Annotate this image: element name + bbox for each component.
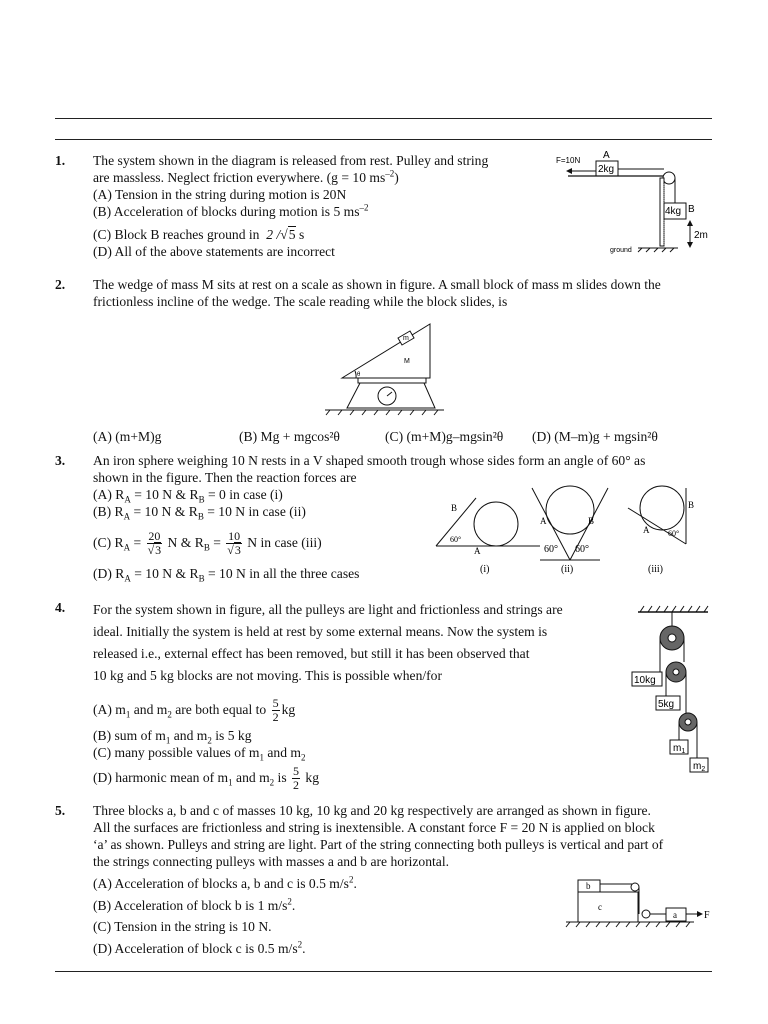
mass-a: 2kg [598,164,615,175]
stem-line: An iron sphere weighing 10 N rests in a V shaped smooth trough whose sides form an angle of 60° as [93,453,646,468]
option-a: (A) Tension in the string during motion is 20N [93,187,347,202]
option-d: (D) $R_A = 10$ N & $R_B = 10$ N in all the three cases [93,566,360,584]
stem-line: 10 kg and 5 kg blocks are not moving. This is possible when/for [93,668,442,683]
stem-line: are massless. Neglect friction everywhere. (g = 10 $ms^{-2}$) [93,168,399,185]
pulley-1 [631,883,639,891]
label-5kg: 5kg [658,699,675,710]
question-2-options [55,428,715,445]
label-a-iii: A [643,525,650,535]
option-a: (A) $m_1$ and $m_2$ are both equal to $\frac{5}{2}$ kg [93,696,296,725]
height-label: 2m [694,230,708,241]
stem-line: shown in the figure. Then the reaction forces are [93,470,357,485]
q1-figure [552,148,717,260]
stem-line: The wedge of mass M sits at rest on a scale as shown in figure. A small block of mass m slides down the [93,277,661,292]
bottom-rule [55,971,712,972]
angle-ii-left: 60° [544,544,558,555]
q2-figure [322,320,447,418]
stem-line: ideal. Initially the system is held at rest by some external means. Now the system is [93,624,548,639]
question-number: 5. [55,803,66,818]
option-b: (B) Acceleration of blocks during motion is 5 $ms^{-2}$ [93,202,369,219]
top-rule-1 [55,118,712,119]
option-a: (A) $R_A = 10$ N & $R_B = 0$ in case (i) [93,487,283,505]
label-m1: $m_1$ [673,743,686,755]
block-c [578,892,638,922]
wedge-mass-label: M [404,358,410,365]
option-b: (B) $R_A = 10$ N & $R_B = 10$ N in case (ii) [93,504,306,522]
stem-line: ‘a’ as shown. Pulleys and string are light. Part of the string connecting both pulleys is vertical and part of [93,837,664,852]
stem-line: frictionless incline of the wedge. The scale reading while the block slides, is [93,294,508,309]
question-number: 2. [55,277,66,292]
angle-ii-right: 60° [575,544,589,555]
wedge [342,324,430,378]
force-label: F=10N [556,156,581,165]
option-a: (A) (m+M)g [93,429,162,444]
sphere-i [474,502,518,546]
sphere-iii [640,486,684,530]
q3-figure [432,484,712,576]
question-number: 4. [55,600,66,615]
label-c: c [598,902,602,912]
label-b-iii: B [688,500,695,510]
option-b: (B) Acceleration of block b is 1 $m/s^2$. [93,895,296,913]
stem-line: All the surfaces are frictionless and string is inextensible. A constant force F = 20 N is applied on block [93,820,655,835]
top-rule-2 [55,139,712,140]
small-mass-label: m [403,335,409,342]
caption-iii: (iii) [648,564,663,575]
sphere-ii [546,486,594,534]
option-d: (D) harmonic mean of $m_1$ and $m_2$ is $\frac{5}{2}$ kg [93,764,320,793]
stem-line: Three blocks a, b and c of masses 10 kg, 10 kg and 20 kg respectively are arranged as shown in figure. [93,803,651,818]
caption-i: (i) [480,564,490,575]
option-d: (D) Acceleration of block c is 0.5 $m/s^2$. [93,938,306,956]
angle-label: θ [357,372,361,378]
option-c: (C) Tension in the string is 10 N. [93,919,272,934]
label-m2: $m_2$ [693,761,706,773]
stem-line: For the system shown in figure, all the pulleys are light and frictionless and strings are [93,602,563,617]
label-b: B [688,204,695,215]
stem-line: The system shown in the diagram is released from rest. Pulley and string [93,153,489,168]
question-2 [55,276,715,310]
option-c: (C) (m+M)g–mgsin²θ [385,429,504,444]
mass-b: 4kg [665,206,682,217]
option-d: (D) All of the above statements are incorrect [93,244,335,259]
label-a-i: A [474,546,481,556]
option-c: (C) Block B reaches ground in 2 /√5 s [93,227,305,242]
pulley-2 [642,910,650,918]
angle-iii: 60° [668,529,680,538]
question-number: 1. [55,153,66,168]
label-10kg: 10kg [634,675,656,686]
option-d: (D) (M–m)g + mgsin²θ [532,429,658,444]
q5-figure [562,874,717,928]
label-a: A [603,150,610,161]
option-b: (B) Mg + mgcos²θ [239,429,340,444]
option-a: (A) Acceleration of blocks a, b and c is 0.5 $m/s^2$. [93,874,357,891]
label-b: b [586,881,591,891]
label-a-ii: A [540,516,547,526]
stem-line: the strings connecting pulleys with masses a and b are horizontal. [93,854,449,869]
label-a: a [673,910,677,920]
question-4 [55,599,715,795]
ground-label: ground [610,247,632,254]
force-label: F [704,910,710,921]
pulley [663,172,675,184]
angle-i: 60° [450,535,462,544]
option-c: (C) many possible values of $m_1$ and $m_2$ [93,745,306,763]
label-b-ii: B [588,516,595,526]
option-c: (C) $R_A$ = $\frac{20}{√3}$ N & $R_B$ = $\frac{10}{√3}$ N in case (iii) [93,529,322,558]
question-number: 3. [55,453,66,468]
stem-line: released i.e., external effect has been removed, but still it has been observed that [93,646,530,661]
label-b-i: B [451,503,458,513]
q4-figure [628,604,718,776]
caption-ii: (ii) [561,564,574,575]
option-b: (B) sum of $m_1$ and $m_2$ is 5 kg [93,728,252,746]
